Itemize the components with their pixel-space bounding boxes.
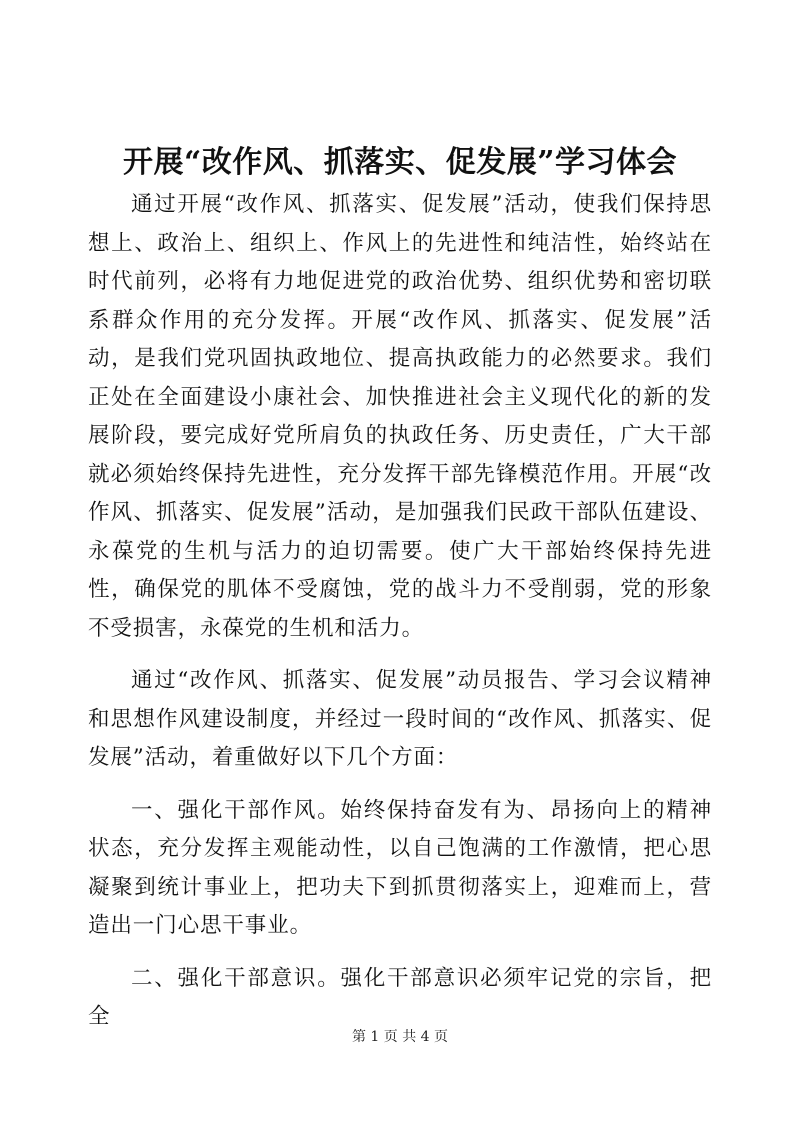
paragraph-intro: 通过开展“改作风、抓落实、促发展”活动，使我们保持思想上、政治上、组织上、作风上的先进性和纯洁性，始终站在时代前列，必将有力地促进党的政治优势、组织优势和密切联系群众作用的充分发挥。开展“改作风、抓落实、促发展”活动，是我们党巩固执政地位、提高执政能力的必然要求。我们正处在全面建设小康社会、加快推进社会主义现代化的新的发展阶段，要完成好党所肩负的执政任务、历史责任，广大干部就必须始终保持先进性，充分发挥干部先锋模范作用。开展“改作风、抓落实、促发展”活动，是加强我们民政干部队伍建设、永葆党的生机与活力的迫切需要。使广大干部始终保持先进性，确保党的肌体不受腐蚀，党的战斗力不受削弱，党的形象不受损害，永葆党的生机和活力。 bbox=[88, 192, 712, 641]
page-footer: 第 1 页 共 4 页 bbox=[351, 1029, 449, 1045]
paragraph-summary: 通过“改作风、抓落实、促发展”动员报告、学习会议精神和思想作风建设制度，并经过一段时间的“改作风、抓落实、促发展”活动，着重做好以下几个方面： bbox=[88, 668, 712, 770]
paragraph-point-two: 二、强化干部意识。强化干部意识必须牢记党的宗旨，把全 bbox=[88, 965, 712, 1029]
paragraph-point-one: 一、强化干部作风。始终保持奋发有为、昂扬向上的精神状态，充分发挥主观能动性，以自己饱满的工作激情，把心思凝聚到统计事业上，把功夫下到抓贯彻落实上，迎难而上，营造出一门心思干事业。 bbox=[88, 797, 712, 938]
document-title: 开展“改作风、抓落实、促发展”学习体会 bbox=[122, 145, 677, 180]
document-body bbox=[88, 186, 712, 1051]
